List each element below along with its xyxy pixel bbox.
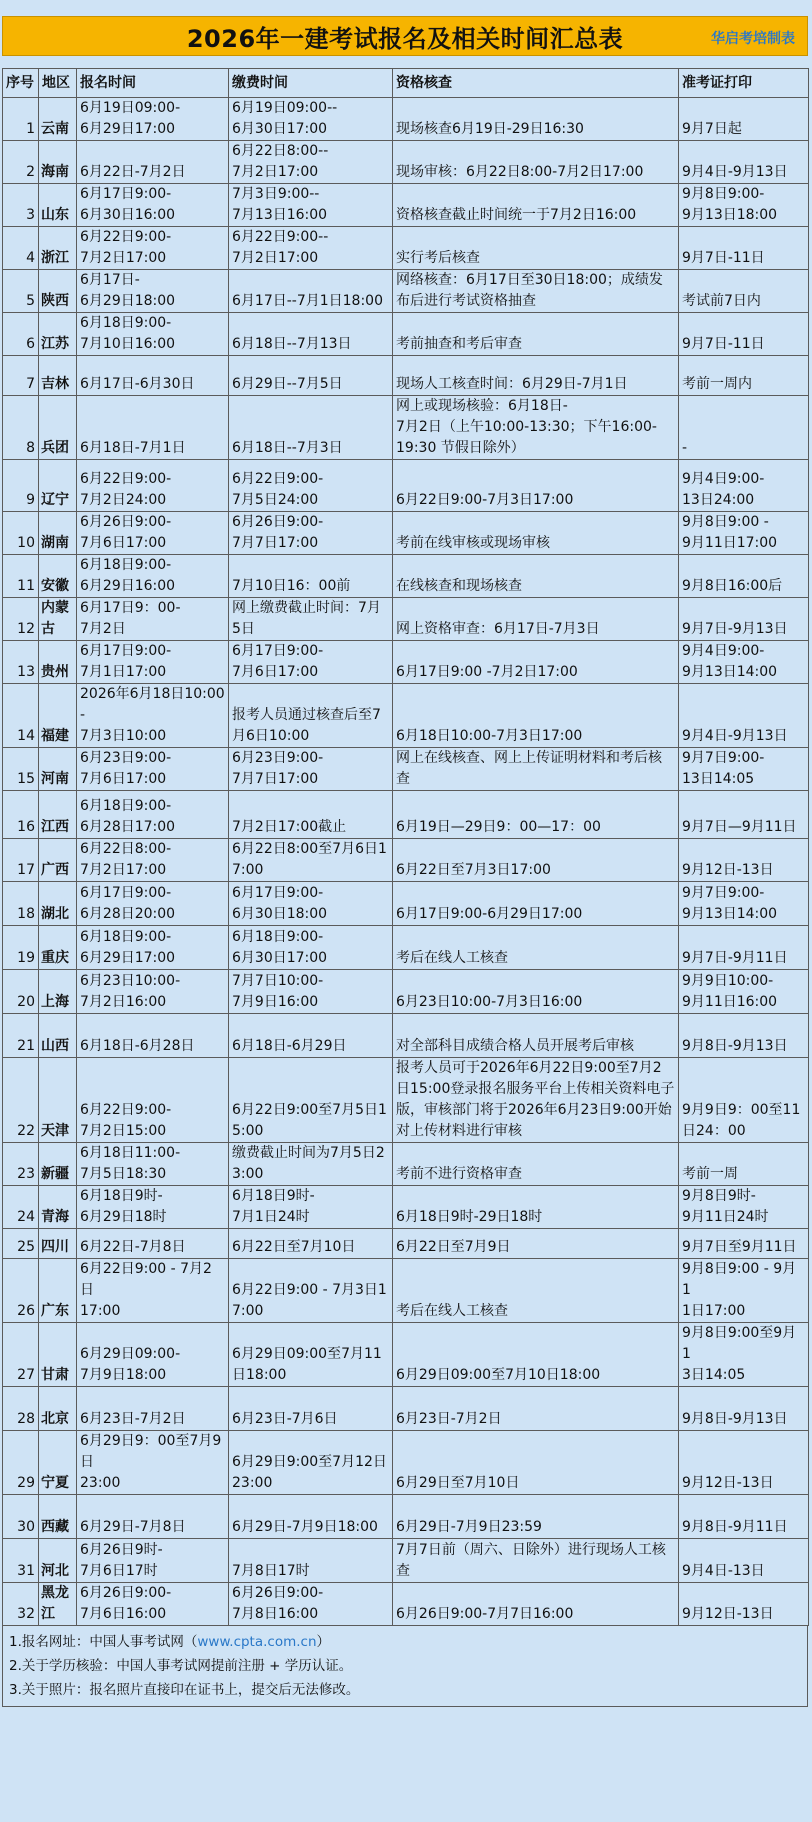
row-ticket: 9月9日9：00至11 日24：00 [679,1058,809,1143]
row-payment: 6月22日至7月10日 [229,1229,393,1259]
row-index: 28 [3,1387,39,1431]
row-payment: 6月29日09:00至7月11 日18:00 [229,1323,393,1387]
row-registration: 6月22日9:00- 7月2日24:00 [77,460,229,512]
row-registration: 6月18日-6月28日 [77,1014,229,1058]
row-region: 宁夏 [39,1431,77,1495]
row-index: 13 [3,641,39,684]
row-ticket: 考试前7日内 [679,270,809,313]
table-row [3,227,809,270]
row-index: 20 [3,970,39,1014]
row-ticket: - [679,396,809,460]
table-row [3,970,809,1014]
row-payment: 缴费截止时间为7月5日2 3:00 [229,1143,393,1186]
table-row [3,598,809,641]
row-region: 山东 [39,184,77,227]
row-qualification: 实行考后核查 [393,227,679,270]
row-region: 西藏 [39,1495,77,1539]
row-region: 黑龙江 [39,1583,77,1626]
row-registration: 6月17日9:00- 7月1日17:00 [77,641,229,684]
table-row [3,1431,809,1495]
page-title: 2026年一建考试报名及相关时间汇总表 [186,24,624,53]
row-qualification: 6月29日09:00至7月10日18:00 [393,1323,679,1387]
footer-notes [2,1626,808,1707]
row-payment: 6月18日9:00- 6月30日17:00 [229,926,393,970]
row-ticket: 9月7日-11日 [679,227,809,270]
row-registration: 6月18日9:00- 7月10日16:00 [77,313,229,356]
row-qualification: 网上或现场核验：6月18日- 7月2日（上午10:00-13:30；下午16:00- 19:30 节假日除外） [393,396,679,460]
row-ticket: 9月8日9时- 9月11日24时 [679,1186,809,1229]
row-registration: 6月22日9:00- 7月2日17:00 [77,227,229,270]
table-row [3,184,809,227]
row-payment: 6月22日8:00至7月6日1 7:00 [229,839,393,882]
table-row [3,1014,809,1058]
row-registration: 6月29日9：00至7月9日 23:00 [77,1431,229,1495]
table-row [3,926,809,970]
row-region: 江苏 [39,313,77,356]
row-payment: 6月26日9:00- 7月8日16:00 [229,1583,393,1626]
row-payment: 6月18日9时- 7月1日24时 [229,1186,393,1229]
row-qualification: 现场人工核查时间：6月29日-7月1日 [393,356,679,396]
row-registration: 6月17日-6月30日 [77,356,229,396]
row-registration: 6月22日9:00 - 7月2日 17:00 [77,1259,229,1323]
row-payment: 7月2日17:00截止 [229,791,393,839]
row-registration: 6月29日-7月8日 [77,1495,229,1539]
footer-note-2: 2.关于学历核验：中国人事考试网提前注册 + 学历认证。 [9,1658,353,1674]
row-index: 22 [3,1058,39,1143]
row-ticket: 9月8日-9月11日 [679,1495,809,1539]
row-payment: 6月22日9:00-- 7月2日17:00 [229,227,393,270]
row-qualification: 6月18日10:00-7月3日17:00 [393,684,679,748]
table-row [3,396,809,460]
row-region: 江西 [39,791,77,839]
table-row [3,356,809,396]
row-region: 海南 [39,141,77,184]
table-row [3,1583,809,1626]
row-payment: 7月3日9:00-- 7月13日16:00 [229,184,393,227]
row-region: 云南 [39,98,77,141]
row-payment: 7月10日16：00前 [229,555,393,598]
row-region: 辽宁 [39,460,77,512]
row-qualification: 对全部科目成绩合格人员开展考后审核 [393,1014,679,1058]
row-qualification: 6月17日9:00-6月29日17:00 [393,882,679,926]
row-region: 甘肃 [39,1323,77,1387]
row-qualification: 考前在线审核或现场审核 [393,512,679,555]
row-region: 贵州 [39,641,77,684]
row-region: 内蒙古 [39,598,77,641]
row-region: 青海 [39,1186,77,1229]
row-qualification: 考前抽查和考后审查 [393,313,679,356]
row-payment: 6月17日9:00- 7月6日17:00 [229,641,393,684]
table-row [3,1323,809,1387]
row-index: 23 [3,1143,39,1186]
row-region: 河南 [39,748,77,791]
row-index: 10 [3,512,39,555]
row-ticket: 9月8日9:00至9月1 3日14:05 [679,1323,809,1387]
row-payment: 7月8日17时 [229,1539,393,1583]
row-ticket: 9月8日16:00后 [679,555,809,598]
row-region: 浙江 [39,227,77,270]
table-row [3,839,809,882]
row-region: 湖北 [39,882,77,926]
row-payment: 6月22日8:00-- 7月2日17:00 [229,141,393,184]
row-ticket: 9月7日至9月11日 [679,1229,809,1259]
row-region: 山西 [39,1014,77,1058]
row-registration: 6月18日-7月1日 [77,396,229,460]
table-row [3,1539,809,1583]
row-qualification: 6月23日10:00-7月3日16:00 [393,970,679,1014]
row-payment: 6月23日-7月6日 [229,1387,393,1431]
row-region: 福建 [39,684,77,748]
schedule-table [2,68,809,1626]
row-ticket: 9月4日9:00- 9月13日14:00 [679,641,809,684]
table-row [3,1186,809,1229]
row-registration: 6月22日8:00- 7月2日17:00 [77,839,229,882]
row-ticket: 9月9日10:00- 9月11日16:00 [679,970,809,1014]
table-row [3,460,809,512]
row-registration: 6月17日9:00- 6月30日16:00 [77,184,229,227]
row-qualification: 6月29日至7月10日 [393,1431,679,1495]
row-registration: 6月19日09:00- 6月29日17:00 [77,98,229,141]
row-payment: 6月18日-6月29日 [229,1014,393,1058]
col-header-index: 序号 [3,69,39,98]
col-header-payment: 缴费时间 [229,69,393,98]
row-region: 重庆 [39,926,77,970]
table-row [3,1143,809,1186]
row-ticket: 9月7日-11日 [679,313,809,356]
row-index: 26 [3,1259,39,1323]
row-payment: 6月26日9:00- 7月7日17:00 [229,512,393,555]
header-row [3,69,809,98]
row-registration: 6月18日9时- 6月29日18时 [77,1186,229,1229]
row-index: 29 [3,1431,39,1495]
table-row [3,1259,809,1323]
row-registration: 6月18日9:00- 6月29日16:00 [77,555,229,598]
row-qualification: 6月18日9时-29日18时 [393,1186,679,1229]
row-payment: 6月22日9:00至7月5日1 5:00 [229,1058,393,1143]
row-qualification: 现场核查6月19日-29日16:30 [393,98,679,141]
table-row [3,141,809,184]
row-region: 新疆 [39,1143,77,1186]
row-index: 5 [3,270,39,313]
row-qualification: 报考人员可于2026年6月22日9:00至7月2日15:00登录报名服务平台上传相关资料电子版，审核部门将于2026年6月23日9:00开始对上传材料进行审核 [393,1058,679,1143]
row-region: 北京 [39,1387,77,1431]
row-index: 12 [3,598,39,641]
row-registration: 6月22日9:00- 7月2日15:00 [77,1058,229,1143]
table-row [3,1387,809,1431]
table-row [3,748,809,791]
row-ticket: 9月8日-9月13日 [679,1387,809,1431]
row-index: 15 [3,748,39,791]
row-payment: 6月29日-7月9日18:00 [229,1495,393,1539]
table-row [3,313,809,356]
row-index: 31 [3,1539,39,1583]
note1-prefix: 1.报名网址：中国人事考试网（ [9,1634,198,1650]
row-index: 17 [3,839,39,882]
row-qualification: 考前不进行资格审查 [393,1143,679,1186]
table-row [3,98,809,141]
table-body [3,98,809,1626]
row-index: 27 [3,1323,39,1387]
row-region: 上海 [39,970,77,1014]
row-qualification: 考后在线人工核查 [393,1259,679,1323]
col-header-registration: 报名时间 [77,69,229,98]
row-ticket: 考前一周 [679,1143,809,1186]
row-ticket: 9月4日-13日 [679,1539,809,1583]
row-qualification: 7月7日前（周六、日除外）进行现场人工核查 [393,1539,679,1583]
row-index: 30 [3,1495,39,1539]
note1-suffix: ） [316,1634,331,1650]
row-payment: 6月29日--7月5日 [229,356,393,396]
row-payment: 6月18日--7月13日 [229,313,393,356]
row-payment: 6月22日9:00- 7月5日24:00 [229,460,393,512]
row-index: 7 [3,356,39,396]
row-registration: 6月17日- 6月29日18:00 [77,270,229,313]
col-header-ticket: 准考证打印 [679,69,809,98]
row-registration: 6月17日9：00- 7月2日 [77,598,229,641]
row-ticket: 9月7日起 [679,98,809,141]
row-index: 3 [3,184,39,227]
row-ticket: 9月7日9:00- 9月13日14:00 [679,882,809,926]
row-ticket: 9月8日9:00 - 9月1 1日17:00 [679,1259,809,1323]
row-registration: 6月22日-7月8日 [77,1229,229,1259]
row-qualification: 6月17日9:00 -7月2日17:00 [393,641,679,684]
row-index: 1 [3,98,39,141]
row-registration: 6月26日9:00- 7月6日16:00 [77,1583,229,1626]
table-row [3,641,809,684]
row-index: 9 [3,460,39,512]
row-ticket: 9月4日-9月13日 [679,684,809,748]
row-registration: 2026年6月18日10:00- 7月3日10:00 [77,684,229,748]
row-payment: 6月18日--7月3日 [229,396,393,460]
row-index: 11 [3,555,39,598]
table-row [3,512,809,555]
row-qualification: 6月23日-7月2日 [393,1387,679,1431]
row-index: 16 [3,791,39,839]
row-index: 25 [3,1229,39,1259]
row-ticket: 9月8日-9月13日 [679,1014,809,1058]
table-row [3,1058,809,1143]
row-index: 2 [3,141,39,184]
row-region: 湖南 [39,512,77,555]
col-header-region: 地区 [39,69,77,98]
row-qualification: 6月29日-7月9日23:59 [393,1495,679,1539]
footer-note-3: 3.关于照片：报名照片直接印在证书上，提交后无法修改。 [9,1682,360,1698]
row-region: 陕西 [39,270,77,313]
maker-label: 华启考培制表 [711,31,795,47]
row-payment: 6月29日9:00至7月12日 23:00 [229,1431,393,1495]
row-registration: 6月23日-7月2日 [77,1387,229,1431]
table-row [3,882,809,926]
row-region: 吉林 [39,356,77,396]
row-qualification: 6月26日9:00-7月7日16:00 [393,1583,679,1626]
row-payment: 6月17日--7月1日18:00 [229,270,393,313]
row-ticket: 9月4日-9月13日 [679,141,809,184]
col-header-qualification: 资格核查 [393,69,679,98]
row-registration: 6月23日9:00- 7月6日17:00 [77,748,229,791]
row-region: 安徽 [39,555,77,598]
row-registration: 6月23日10:00- 7月2日16:00 [77,970,229,1014]
row-payment: 7月7日10:00- 7月9日16:00 [229,970,393,1014]
row-region: 广东 [39,1259,77,1323]
row-index: 14 [3,684,39,748]
row-index: 21 [3,1014,39,1058]
row-ticket: 9月7日-9月13日 [679,598,809,641]
row-payment: 网上缴费截止时间：7月 5日 [229,598,393,641]
row-region: 河北 [39,1539,77,1583]
row-qualification: 6月19日—29日9：00—17：00 [393,791,679,839]
row-payment: 6月23日9:00- 7月7日17:00 [229,748,393,791]
row-qualification: 6月22日至7月3日17:00 [393,839,679,882]
row-registration: 6月22日-7月2日 [77,141,229,184]
row-registration: 6月29日09:00- 7月9日18:00 [77,1323,229,1387]
row-registration: 6月18日9:00- 6月29日17:00 [77,926,229,970]
row-payment: 6月17日9:00- 6月30日18:00 [229,882,393,926]
row-index: 32 [3,1583,39,1626]
table-row [3,1495,809,1539]
row-qualification: 在线核查和现场核查 [393,555,679,598]
row-index: 4 [3,227,39,270]
row-ticket: 9月4日9:00- 13日24:00 [679,460,809,512]
row-region: 天津 [39,1058,77,1143]
row-index: 19 [3,926,39,970]
row-ticket: 9月12日-13日 [679,1431,809,1495]
table-row [3,791,809,839]
row-qualification: 网上在线核查、网上上传证明材料和考后核查 [393,748,679,791]
row-registration: 6月26日9时- 7月6日17时 [77,1539,229,1583]
row-ticket: 考前一周内 [679,356,809,396]
row-ticket: 9月7日-9月11日 [679,926,809,970]
row-payment: 6月19日09:00-- 6月30日17:00 [229,98,393,141]
row-registration: 6月18日9:00- 6月28日17:00 [77,791,229,839]
website-link[interactable]: www.cpta.com.cn [197,1634,317,1650]
row-region: 兵团 [39,396,77,460]
row-registration: 6月26日9:00- 7月6日17:00 [77,512,229,555]
row-ticket: 9月7日9:00- 13日14:05 [679,748,809,791]
table-row [3,1229,809,1259]
table-row [3,555,809,598]
row-index: 8 [3,396,39,460]
row-region: 四川 [39,1229,77,1259]
row-index: 18 [3,882,39,926]
row-qualification: 考后在线人工核查 [393,926,679,970]
row-ticket: 9月8日9:00 - 9月11日17:00 [679,512,809,555]
table-row [3,684,809,748]
row-index: 24 [3,1186,39,1229]
row-ticket: 9月7日—9月11日 [679,791,809,839]
row-payment: 报考人员通过核查后至7 月6日10:00 [229,684,393,748]
row-ticket: 9月12日-13日 [679,839,809,882]
row-qualification: 网络核查：6月17日至30日18:00；成绩发布后进行考试资格抽查 [393,270,679,313]
row-payment: 6月22日9:00 - 7月3日1 7:00 [229,1259,393,1323]
footer-note-1 [9,1630,801,1654]
row-qualification: 现场审核：6月22日8:00-7月2日17:00 [393,141,679,184]
row-qualification: 6月22日至7月9日 [393,1229,679,1259]
title-bar [2,16,808,56]
row-index: 6 [3,313,39,356]
row-ticket: 9月8日9:00- 9月13日18:00 [679,184,809,227]
row-registration: 6月18日11:00- 7月5日18:30 [77,1143,229,1186]
row-ticket: 9月12日-13日 [679,1583,809,1626]
row-qualification: 网上资格审查：6月17日-7月3日 [393,598,679,641]
row-registration: 6月17日9:00- 6月28日20:00 [77,882,229,926]
row-qualification: 资格核查截止时间统一于7月2日16:00 [393,184,679,227]
row-region: 广西 [39,839,77,882]
row-qualification: 6月22日9:00-7月3日17:00 [393,460,679,512]
table-row [3,270,809,313]
